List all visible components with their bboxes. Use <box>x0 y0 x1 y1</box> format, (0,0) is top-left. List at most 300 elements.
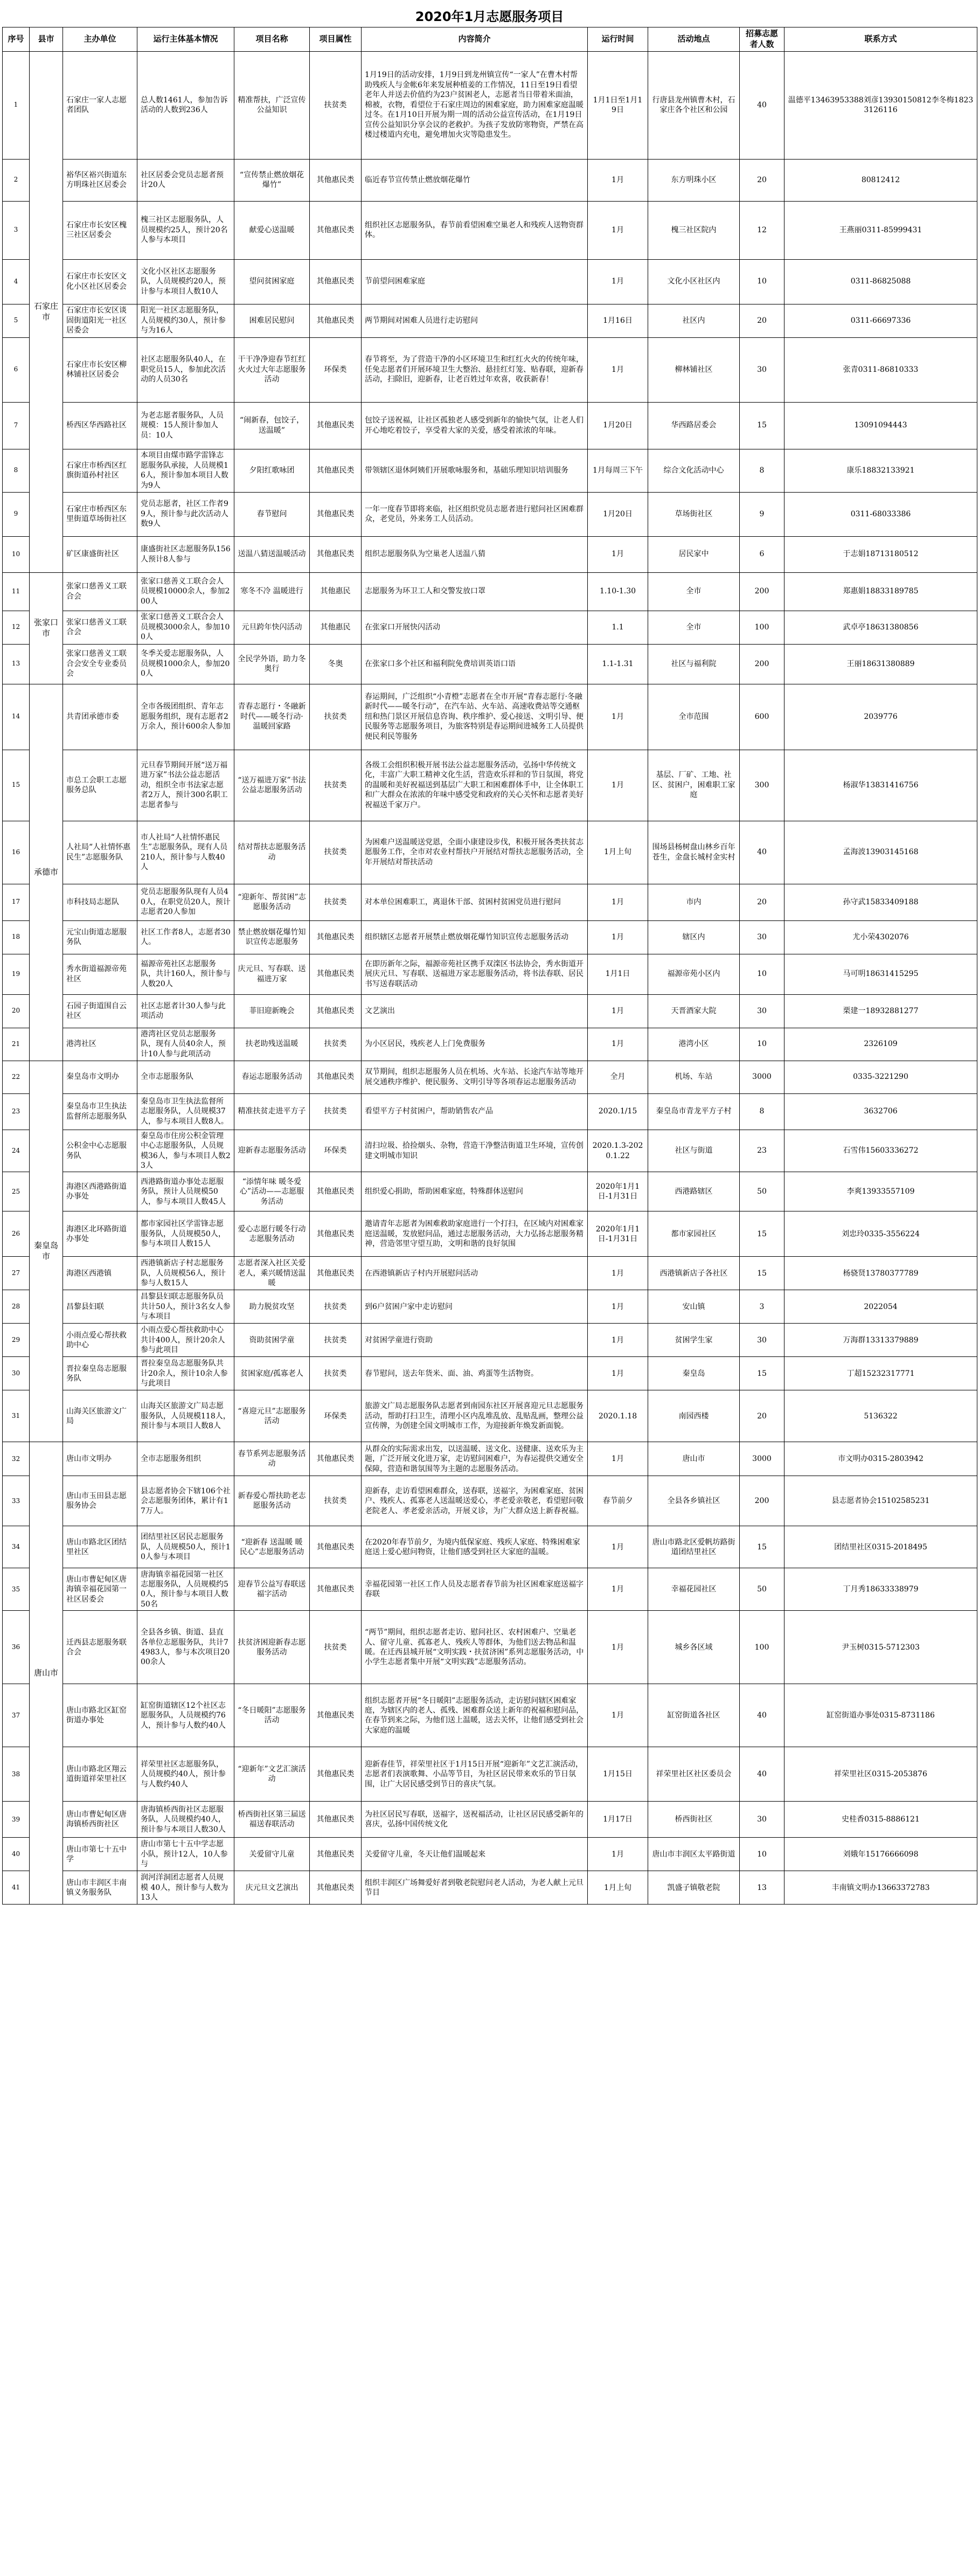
basic-info-cell: 西港路街道办事处志愿服务队，预计人员规模50人，参与本项目人数45人 <box>137 1172 234 1211</box>
table-row <box>3 1324 977 1357</box>
volunteer-count-cell: 200 <box>740 1476 784 1526</box>
volunteer-count-cell: 15 <box>740 1257 784 1290</box>
location-cell: 基层、厂矿、工地、社区、贫困户，困难职工家庭 <box>648 750 740 821</box>
volunteer-count-cell: 200 <box>740 644 784 684</box>
project-type-cell: 其他惠民类 <box>310 259 362 304</box>
volunteer-count-cell: 40 <box>740 1747 784 1802</box>
basic-info-cell: 都市家园社区学雷锋志愿服务队，人员规模50人，参与本项目人数15人 <box>137 1211 234 1257</box>
organizer-cell: 石家庄一家人志愿者团队 <box>63 51 137 159</box>
project-name-cell: 贫困家庭/孤寡老人 <box>234 1357 310 1390</box>
project-name-cell: “送万福进万家”书法公益志愿服务活动 <box>234 750 310 821</box>
content-cell: 在即历新年之际，福源帝苑社区携手双滦区书法协会，秀水街道开展庆元旦、写春联、送福进万家志愿服务活动，将书法春联、居民书写送春联活动 <box>362 954 588 994</box>
time-cell: 1月 <box>588 994 648 1028</box>
contact-cell: 13091094443 <box>784 402 977 449</box>
organizer-cell: 唐山市曹妃甸区唐海镇桥西街社区 <box>63 1802 137 1838</box>
project-name-cell: 助力脱贫攻坚 <box>234 1290 310 1324</box>
contact-cell: 5136322 <box>784 1390 977 1442</box>
project-name-cell: 迎春节公益写春联送福字活动 <box>234 1568 310 1611</box>
organizer-cell: 共青团承德市委 <box>63 684 137 750</box>
table-row <box>3 1061 977 1093</box>
volunteer-count-cell: 100 <box>740 611 784 644</box>
content-cell: 文艺演出 <box>362 994 588 1028</box>
contact-cell: 0335-3221290 <box>784 1061 977 1093</box>
content-cell: 在张家口开展快闪活动 <box>362 611 588 644</box>
basic-info-cell: 槐三社区志愿服务队，人员规模约25人，预计20名人参与本项目 <box>137 201 234 259</box>
seq-cell: 21 <box>3 1028 30 1061</box>
table-row <box>3 1442 977 1476</box>
time-cell: 1月20日 <box>588 492 648 536</box>
location-cell: 行唐县龙州镇曹木村，石家庄各个社区和公园 <box>648 51 740 159</box>
time-cell: 春节前夕 <box>588 1476 648 1526</box>
project-type-cell: 环保类 <box>310 1390 362 1442</box>
basic-info-cell: 文化小区社区志愿服务队，人员规模约20人，预计参与本项目人数10人 <box>137 259 234 304</box>
organizer-cell: 海港区西港路街道办事处 <box>63 1172 137 1211</box>
basic-info-cell: 阳光一社区志愿服务队，人员规模约30人，预计参与为16人 <box>137 304 234 337</box>
time-cell: 2020年1月1日-1月31日 <box>588 1172 648 1211</box>
table-body <box>3 51 977 1905</box>
project-type-cell: 扶贫类 <box>310 1611 362 1684</box>
table-row <box>3 1684 977 1747</box>
table-row <box>3 884 977 920</box>
contact-cell: 史桂香0315-8886121 <box>784 1802 977 1838</box>
basic-info-cell: 元旦春节期间开展“送万福进万家”书法公益志愿活动，组织全市书法家志愿者2万人，预计300名职工志愿者参与 <box>137 750 234 821</box>
content-cell: 组织志愿者开展“冬日暖阳”志愿服务活动，走访慰问辖区困难家庭，为辖区内的老人、孤残、困难群众送上新年的祝福和慰问品，在春节到来之际，为他们送上温暖，送去关怀，让他们感受到社会大家庭的温暖 <box>362 1684 588 1747</box>
location-cell: 凯盛子镇敬老院 <box>648 1871 740 1905</box>
project-type-cell: 扶贫类 <box>310 1093 362 1130</box>
volunteer-count-cell: 20 <box>740 884 784 920</box>
content-cell: 从群众的实际需求出发，以送温暖、送文化、送健康、送欢乐为主题，广泛开展文化进万家，走访慰问困难户，为春运提供交通安全保障，营造和谐氛围等为主题的志愿服务活动。 <box>362 1442 588 1476</box>
header-county: 县市 <box>30 27 63 52</box>
project-name-cell: 桥西街社区第三届送福送春联活动 <box>234 1802 310 1838</box>
contact-cell: 武卓亭18631380856 <box>784 611 977 644</box>
seq-cell: 11 <box>3 572 30 611</box>
seq-cell: 14 <box>3 684 30 750</box>
table-row <box>3 1747 977 1802</box>
project-type-cell: 其他惠民类 <box>310 920 362 954</box>
content-cell: 组织社区志愿服务队，春节前看望困难空巢老人和残疾人送物资群体。 <box>362 201 588 259</box>
project-name-cell: 新春爱心帮扶助老志愿服务活动 <box>234 1476 310 1526</box>
project-type-cell: 扶贫类 <box>310 1028 362 1061</box>
contact-cell: 石雪伟15603336272 <box>784 1130 977 1172</box>
volunteer-count-cell: 20 <box>740 159 784 201</box>
project-name-cell: 精准扶贫走进平方子 <box>234 1093 310 1130</box>
time-cell: 1月1日至1月19日 <box>588 51 648 159</box>
volunteer-count-cell: 40 <box>740 51 784 159</box>
seq-cell: 15 <box>3 750 30 821</box>
contact-cell: 市文明办0315-2803942 <box>784 1442 977 1476</box>
table-row <box>3 1028 977 1061</box>
project-name-cell: 庆元旦文艺演出 <box>234 1871 310 1905</box>
project-type-cell: 其他惠民类 <box>310 1442 362 1476</box>
location-cell: 唐山市路北区爱帆坊路街道团结里社区 <box>648 1526 740 1568</box>
project-type-cell: 环保类 <box>310 1130 362 1172</box>
project-type-cell: 扶贫类 <box>310 884 362 920</box>
organizer-cell: 唐山市丰润区丰南镇义务服务队 <box>63 1871 137 1905</box>
table-row <box>3 1390 977 1442</box>
basic-info-cell: 冬季关爱志愿服务队，人员规模1000余人，参加200人 <box>137 644 234 684</box>
basic-info-cell: 社区工作者8人，志愿者30人。 <box>137 920 234 954</box>
location-cell: 文化小区社区内 <box>648 259 740 304</box>
seq-cell: 39 <box>3 1802 30 1838</box>
time-cell: 1月 <box>588 1838 648 1871</box>
project-name-cell: 干干净净迎春节红红火火过大年志愿服务活动 <box>234 337 310 402</box>
table-row <box>3 1130 977 1172</box>
basic-info-cell: 小雨点爱心帮扶救助中心共计400人，预计20余人参与此项目 <box>137 1324 234 1357</box>
contact-cell: 2022054 <box>784 1290 977 1324</box>
basic-info-cell: 唐山市第七十五中学志愿小队，预计12人，10人参与 <box>137 1838 234 1871</box>
table-row <box>3 304 977 337</box>
seq-cell: 31 <box>3 1390 30 1442</box>
organizer-cell: 张家口慈善义工联合会 <box>63 611 137 644</box>
table-row <box>3 1802 977 1838</box>
project-type-cell: 其他惠民类 <box>310 1257 362 1290</box>
organizer-cell: 海港区西港镇 <box>63 1257 137 1290</box>
content-cell: “两节”期间，组织志愿者走访、慰问社区、农村困难户、空巢老人、留守儿童、孤寡老人、残疾人等群体，为他们送去物品和温暖。在迁西县城开展“文明实践・扶贫济困”系列志愿服务活动，中小学生志愿者集中开展“文明实践”志愿服务活动。 <box>362 1611 588 1684</box>
content-cell: 春运期间，广泛组织“小青橙”志愿者在全市开展“青春志愿行·冬融新时代——暖冬行动”，在汽车站、火车站、高速收费站等交通枢纽和热门景区开展信息咨询、秩序维护、爱心接送、文明引导、便民服务等志愿服务项目，为旅客特别是春运期间进城务工人员提供便民利民等服务 <box>362 684 588 750</box>
location-cell: 槐三社区院内 <box>648 201 740 259</box>
contact-cell: 栗建一18932881277 <box>784 994 977 1028</box>
location-cell: 城乡各区域 <box>648 1611 740 1684</box>
basic-info-cell: 社区志愿者计30人参与此项活动 <box>137 994 234 1028</box>
projects-table <box>2 27 977 1905</box>
content-cell: 春节将至，为了营造干净的小区环境卫生和红红火火的传统年味，任免志愿者们开展环境卫生大整治、悬挂红灯笼、贴春联，迎新春活动，扫除旧，迎新春，让老百姓过年欢喜，收获新春！ <box>362 337 588 402</box>
content-cell: 两节期间对困难人员进行走访慰问 <box>362 304 588 337</box>
basic-info-cell: 党员志愿者，社区工作者99人，预计参与此次活动人数9人 <box>137 492 234 536</box>
project-type-cell: 其他惠民类 <box>310 1838 362 1871</box>
project-type-cell: 其他惠民 <box>310 611 362 644</box>
project-name-cell: “迎新年、帮贫困”志愿服务活动 <box>234 884 310 920</box>
time-cell: 1月 <box>588 536 648 572</box>
content-cell: 迎新春佳节，祥荣里社区于1月15日开展“迎新年”文艺汇演活动，志愿者们表演歌舞、小品等节目，为社区居民带来欢乐的节日氛围，让广大居民感受到节日的喜庆气氛。 <box>362 1747 588 1802</box>
content-cell: 迎新春，走访看望困难群众，送春联，送福字，为困难家庭、贫困户、残疾人、孤寡老人送温暖送爱心，孝老爱亲敬老，看望慰问敬老院老人、孝老爱亲活动，开展义诊，为广大群众送上新春祝福。 <box>362 1476 588 1526</box>
table-row <box>3 449 977 492</box>
contact-cell: 温德平13463953388刘彦13930150812李冬梅18233126116 <box>784 51 977 159</box>
time-cell: 2020.1/15 <box>588 1093 648 1130</box>
organizer-cell: 唐山市文明办 <box>63 1442 137 1476</box>
county-cell: 石家庄市 <box>30 51 63 572</box>
seq-cell: 28 <box>3 1290 30 1324</box>
volunteer-count-cell: 30 <box>740 1802 784 1838</box>
content-cell: 组织丰润区广场舞爱好者到敬老院慰问老人活动，为老人献上元旦节目 <box>362 1871 588 1905</box>
volunteer-count-cell: 9 <box>740 492 784 536</box>
contact-cell: 王燕丽0311-85999431 <box>784 201 977 259</box>
header-content: 内容简介 <box>362 27 588 52</box>
location-cell: 唐山市丰润区太平路街道 <box>648 1838 740 1871</box>
contact-cell: 康乐18832133921 <box>784 449 977 492</box>
project-type-cell: 冬奥 <box>310 644 362 684</box>
project-type-cell: 扶贫类 <box>310 1357 362 1390</box>
content-cell: 为困难户送温暖送党恩，全面小康建设步伐，积极开展各类扶贫志愿服务工作，全市对农业村帮扶户开展结对帮扶志愿服务活动，全年开展结对帮扶活动 <box>362 821 588 884</box>
basic-info-cell: 全市志愿服务队 <box>137 1061 234 1093</box>
basic-info-cell: 福源帝苑社区志愿服务队，共计160人，预计参与人数20人 <box>137 954 234 994</box>
location-cell: 西港路辖区 <box>648 1172 740 1211</box>
project-name-cell: 全民学外语，助力冬奥行 <box>234 644 310 684</box>
basic-info-cell: 全市各级团组织、青年志愿服务组织，现有志愿者2万余人，预计600余人参加 <box>137 684 234 750</box>
time-cell: 1月16日 <box>588 304 648 337</box>
time-cell: 全月 <box>588 1061 648 1093</box>
organizer-cell: 晋拉秦皇岛志愿服务队 <box>63 1357 137 1390</box>
organizer-cell: 石园子街道围自云社区 <box>63 994 137 1028</box>
content-cell: 1月19日的活动安排，1月9日到龙州镇宣传“一家人”在曹木村帮助残疾人与金帐6年来发展种植姜的工作情况，11日至19日看望老年人并送去价值约为23户贫困老人，志愿者当日带着米面油，棉被，衣物，看望位于石家庄周边的困难家庭，助力困难家庭温暖过冬。在1月10日开展为期一周的活动公益宣传活动，在1月19日宣传公益知识分享会议的老救护。为孩子发放防寒物资，严禁在高楼过楼道内充电，避免增加火灾等隐患发生。 <box>362 51 588 159</box>
project-type-cell: 其他惠民类 <box>310 1684 362 1747</box>
project-name-cell: 困难居民慰问 <box>234 304 310 337</box>
table-row <box>3 402 977 449</box>
volunteer-count-cell: 30 <box>740 920 784 954</box>
project-type-cell: 环保类 <box>310 337 362 402</box>
volunteer-count-cell: 600 <box>740 684 784 750</box>
project-name-cell: 资助贫困学童 <box>234 1324 310 1357</box>
organizer-cell: 唐山市路北区团结里社区 <box>63 1526 137 1568</box>
basic-info-cell: 唐海镇幸福花园第一社区志愿服务队，人员规模约50人，预计参与本项目人数50名 <box>137 1568 234 1611</box>
project-name-cell: “迎新春 送温暖 暖民心”志愿服务活动 <box>234 1526 310 1568</box>
time-cell: 1月上旬 <box>588 821 648 884</box>
time-cell: 2020.1.3-2020.1.22 <box>588 1130 648 1172</box>
seq-cell: 5 <box>3 304 30 337</box>
project-type-cell: 扶贫类 <box>310 821 362 884</box>
organizer-cell: 石家庄市桥西区东里街道草场街社区 <box>63 492 137 536</box>
header-seq: 序号 <box>3 27 30 52</box>
time-cell: 1月 <box>588 1324 648 1357</box>
seq-cell: 1 <box>3 51 30 159</box>
project-name-cell: 扶老助残送温暖 <box>234 1028 310 1061</box>
time-cell: 1月 <box>588 1357 648 1390</box>
content-cell: 看望平方子村贫困户，帮助销售农产品 <box>362 1093 588 1130</box>
project-type-cell: 其他惠民类 <box>310 1871 362 1905</box>
seq-cell: 26 <box>3 1211 30 1257</box>
contact-cell: 郑惠娟18833189785 <box>784 572 977 611</box>
organizer-cell: 昌黎县妇联 <box>63 1290 137 1324</box>
table-row <box>3 51 977 159</box>
project-name-cell: 青春志愿行・冬融新时代——暖冬行动·温暖回家路 <box>234 684 310 750</box>
location-cell: 天晋酒家大院 <box>648 994 740 1028</box>
table-row <box>3 1257 977 1290</box>
contact-cell: 丁月秀18633338979 <box>784 1568 977 1611</box>
seq-cell: 32 <box>3 1442 30 1476</box>
content-cell: 包饺子送祝福，让社区孤独老人感受到新年的愉快气氛，让老人们开心地吃着饺子，享受着大家的关爱，感受着浓浓的年味。 <box>362 402 588 449</box>
project-type-cell: 其他惠民类 <box>310 159 362 201</box>
time-cell: 1月 <box>588 201 648 259</box>
project-name-cell: 春节系列志愿服务活动 <box>234 1442 310 1476</box>
volunteer-count-cell: 3 <box>740 1290 784 1324</box>
location-cell: 贫困学生家 <box>648 1324 740 1357</box>
time-cell: 1月20日 <box>588 402 648 449</box>
project-type-cell: 扶贫类 <box>310 1290 362 1324</box>
seq-cell: 23 <box>3 1093 30 1130</box>
time-cell: 1.10-1.30 <box>588 572 648 611</box>
basic-info-cell: 社区居委会党员志愿者预计20人 <box>137 159 234 201</box>
contact-cell: 2039776 <box>784 684 977 750</box>
basic-info-cell: 总人数1461人，参加告诉活动的人数到236人 <box>137 51 234 159</box>
time-cell: 1月 <box>588 884 648 920</box>
time-cell: 1月1日 <box>588 954 648 994</box>
header-volunteer-count: 招募志愿者人数 <box>740 27 784 52</box>
time-cell: 1月 <box>588 1568 648 1611</box>
contact-cell: 祥荣里社区0315-2053876 <box>784 1747 977 1802</box>
project-type-cell: 其他惠民 <box>310 572 362 611</box>
content-cell: 组织辖区志愿者开展禁止燃放烟花爆竹知识宣传志愿服务活动 <box>362 920 588 954</box>
content-cell: 为小区居民，残疾老人上门免费服务 <box>362 1028 588 1061</box>
organizer-cell: 山海关区旅游文广局 <box>63 1390 137 1442</box>
project-type-cell: 其他惠民类 <box>310 994 362 1028</box>
project-name-cell: “冬日暖阳”志愿服务活动 <box>234 1684 310 1747</box>
location-cell: 机场、车站 <box>648 1061 740 1093</box>
project-type-cell: 其他惠民类 <box>310 1211 362 1257</box>
seq-cell: 40 <box>3 1838 30 1871</box>
volunteer-count-cell: 10 <box>740 259 784 304</box>
basic-info-cell: 全县各乡镇、街道、县直各单位志愿服务队，共计74983人，参与本次项目2000余人 <box>137 1611 234 1684</box>
location-cell: 幸福花园社区 <box>648 1568 740 1611</box>
project-type-cell: 扶贫类 <box>310 684 362 750</box>
volunteer-count-cell: 10 <box>740 1838 784 1871</box>
table-row <box>3 750 977 821</box>
location-cell: 都市家园社区 <box>648 1211 740 1257</box>
seq-cell: 10 <box>3 536 30 572</box>
county-cell: 张家口市 <box>30 572 63 684</box>
project-type-cell: 其他惠民类 <box>310 304 362 337</box>
basic-info-cell: 全市志愿服务组织 <box>137 1442 234 1476</box>
time-cell: 1月 <box>588 750 648 821</box>
time-cell: 2020.1.18 <box>588 1390 648 1442</box>
seq-cell: 22 <box>3 1061 30 1093</box>
content-cell: 在西港镇新店子村内开展慰问活动 <box>362 1257 588 1290</box>
content-cell: 各级工会组织积极开展书法公益志愿服务活动，弘扬中华传统文化，丰富广大职工精神文化生活，营造欢乐祥和的节日氛围，将党的温暖和美好祝福送到基层广大职工和困难群体手中，让全体职工和广大群众在浓浓的年味中感受党和政府的关心关怀和志愿者美好祝福送千家万户。 <box>362 750 588 821</box>
location-cell: 安山镇 <box>648 1290 740 1324</box>
basic-info-cell: 西港镇新店子村志愿服务队，人员规模56人，预计参与人数15人 <box>137 1257 234 1290</box>
volunteer-count-cell: 12 <box>740 201 784 259</box>
table-row <box>3 611 977 644</box>
project-type-cell: 其他惠民类 <box>310 536 362 572</box>
seq-cell: 30 <box>3 1357 30 1390</box>
county-cell: 承德市 <box>30 684 63 1061</box>
volunteer-count-cell: 15 <box>740 1211 784 1257</box>
contact-cell: 杨骁贤13780377789 <box>784 1257 977 1290</box>
content-cell: 组织志愿服务队为空巢老人送温八猜 <box>362 536 588 572</box>
seq-cell: 6 <box>3 337 30 402</box>
basic-info-cell: 山海关区旅游文广局志愿服务队，人员规模118人，预计参与本项目人数8人 <box>137 1390 234 1442</box>
project-name-cell: 春运志愿服务活动 <box>234 1061 310 1093</box>
organizer-cell: 迁西县志愿服务联合会 <box>63 1611 137 1684</box>
contact-cell: 0311-68033386 <box>784 492 977 536</box>
content-cell: 组织爱心捐助，帮助困难家庭，特殊群体送慰问 <box>362 1172 588 1211</box>
location-cell: 港湾小区 <box>648 1028 740 1061</box>
project-name-cell: “宣传禁止燃放烟花爆竹” <box>234 159 310 201</box>
volunteer-count-cell: 3000 <box>740 1442 784 1476</box>
organizer-cell: 裕华区裕兴街道东方明珠社区居委会 <box>63 159 137 201</box>
volunteer-count-cell: 20 <box>740 304 784 337</box>
basic-info-cell: 为老志愿者服务队，人员规模：15人预计参加人员：10人 <box>137 402 234 449</box>
project-type-cell: 其他惠民类 <box>310 1526 362 1568</box>
project-type-cell: 其他惠民类 <box>310 449 362 492</box>
table-row <box>3 1838 977 1871</box>
basic-info-cell: 秦皇岛市住房公积金管理中心志愿服务队，人员规模36人，参与本项目人数23人 <box>137 1130 234 1172</box>
location-cell: 市内 <box>648 884 740 920</box>
project-name-cell: 寒冬不冷 温暖进行 <box>234 572 310 611</box>
seq-cell: 17 <box>3 884 30 920</box>
organizer-cell: 市总工会职工志愿服务总队 <box>63 750 137 821</box>
organizer-cell: 秀水街道福源帝苑社区 <box>63 954 137 994</box>
contact-cell: 3632706 <box>784 1093 977 1130</box>
project-type-cell: 其他惠民类 <box>310 1747 362 1802</box>
location-cell: 桥西街社区 <box>648 1802 740 1838</box>
location-cell: 围场县杨树盘山林乡百年苍生，金盘长城村金实村 <box>648 821 740 884</box>
volunteer-count-cell: 15 <box>740 1357 784 1390</box>
volunteer-count-cell: 50 <box>740 1172 784 1211</box>
project-name-cell: 扶贫济困迎新春志愿服务活动 <box>234 1611 310 1684</box>
organizer-cell: 唐山市路北区缸窑街道办事处 <box>63 1684 137 1747</box>
volunteer-count-cell: 20 <box>740 1390 784 1442</box>
seq-cell: 8 <box>3 449 30 492</box>
seq-cell: 34 <box>3 1526 30 1568</box>
header-location: 活动地点 <box>648 27 740 52</box>
table-row <box>3 1357 977 1390</box>
organizer-cell: 秦皇岛市卫生执法监督所志愿服务队 <box>63 1093 137 1130</box>
contact-cell: 刘娥年15176666098 <box>784 1838 977 1871</box>
seq-cell: 16 <box>3 821 30 884</box>
project-name-cell: 迎新春志愿服务活动 <box>234 1130 310 1172</box>
content-cell: 到6户贫困户家中走访慰问 <box>362 1290 588 1324</box>
organizer-cell: 石家庄市长安区柳林铺社区居委会 <box>63 337 137 402</box>
basic-info-cell: 润河洋洞团志愿者人员规模 40人，预计参与人数为13人 <box>137 1871 234 1905</box>
location-cell: 综合文化活动中心 <box>648 449 740 492</box>
table-row <box>3 994 977 1028</box>
page-title: 2020年1月志愿服务项目 <box>415 9 564 24</box>
header-time: 运行时间 <box>588 27 648 52</box>
basic-info-cell: 康盛街社区志愿服务队156人预计8人参与 <box>137 536 234 572</box>
seq-cell: 4 <box>3 259 30 304</box>
location-cell: 秦皇岛市青龙平方子村 <box>648 1093 740 1130</box>
project-type-cell: 其他惠民类 <box>310 1802 362 1838</box>
content-cell: 在2020年春节前夕，为境内低保家庭、残疾人家庭、特殊困难家庭送上爱心慰问物资，让他们感受到社区大家庭的温暖。 <box>362 1526 588 1568</box>
content-cell: 临近春节宣传禁止燃放烟花爆竹 <box>362 159 588 201</box>
header-basic-info: 运行主体基本情况 <box>137 27 234 52</box>
content-cell: 关爱留守儿童，冬天让他们温暖起来 <box>362 1838 588 1871</box>
location-cell: 草场街社区 <box>648 492 740 536</box>
header-row <box>3 27 977 52</box>
organizer-cell: 秦皇岛市文明办 <box>63 1061 137 1093</box>
header-organizer: 主办单位 <box>63 27 137 52</box>
volunteer-count-cell: 40 <box>740 1684 784 1747</box>
project-type-cell: 其他惠民类 <box>310 1568 362 1611</box>
project-name-cell: “闹新春，包饺子，送温暖” <box>234 402 310 449</box>
contact-cell: 0311-86825088 <box>784 259 977 304</box>
organizer-cell: 唐山市第七十五中学 <box>63 1838 137 1871</box>
basic-info-cell: 唐海镇桥西街社区志愿服务队，人员规模约40人，预计参与本项目人数30人 <box>137 1802 234 1838</box>
time-cell: 1月 <box>588 1257 648 1290</box>
seq-cell: 37 <box>3 1684 30 1747</box>
table-row <box>3 1526 977 1568</box>
seq-cell: 3 <box>3 201 30 259</box>
seq-cell: 36 <box>3 1611 30 1684</box>
volunteer-count-cell: 6 <box>740 536 784 572</box>
volunteer-count-cell: 13 <box>740 1871 784 1905</box>
contact-cell: 孟海波13903145168 <box>784 821 977 884</box>
organizer-cell: 张家口慈善义工联合会安全专业委员会 <box>63 644 137 684</box>
contact-cell: 团结里社区0315-2018495 <box>784 1526 977 1568</box>
volunteer-count-cell: 10 <box>740 1028 784 1061</box>
basic-info-cell: 县志愿者协会下辖106个社会志愿服务团体，累计有17万人。 <box>137 1476 234 1526</box>
project-type-cell: 其他惠民类 <box>310 954 362 994</box>
project-name-cell: 献爱心送温暖 <box>234 201 310 259</box>
organizer-cell: 海港区北环路街道办事处 <box>63 1211 137 1257</box>
seq-cell: 35 <box>3 1568 30 1611</box>
contact-cell: 丁超15232317771 <box>784 1357 977 1390</box>
seq-cell: 38 <box>3 1747 30 1802</box>
project-name-cell: “喜迎元旦”志愿服务活动 <box>234 1390 310 1442</box>
seq-cell: 18 <box>3 920 30 954</box>
seq-cell: 2 <box>3 159 30 201</box>
table-row <box>3 259 977 304</box>
location-cell: 缸窑街道各社区 <box>648 1684 740 1747</box>
